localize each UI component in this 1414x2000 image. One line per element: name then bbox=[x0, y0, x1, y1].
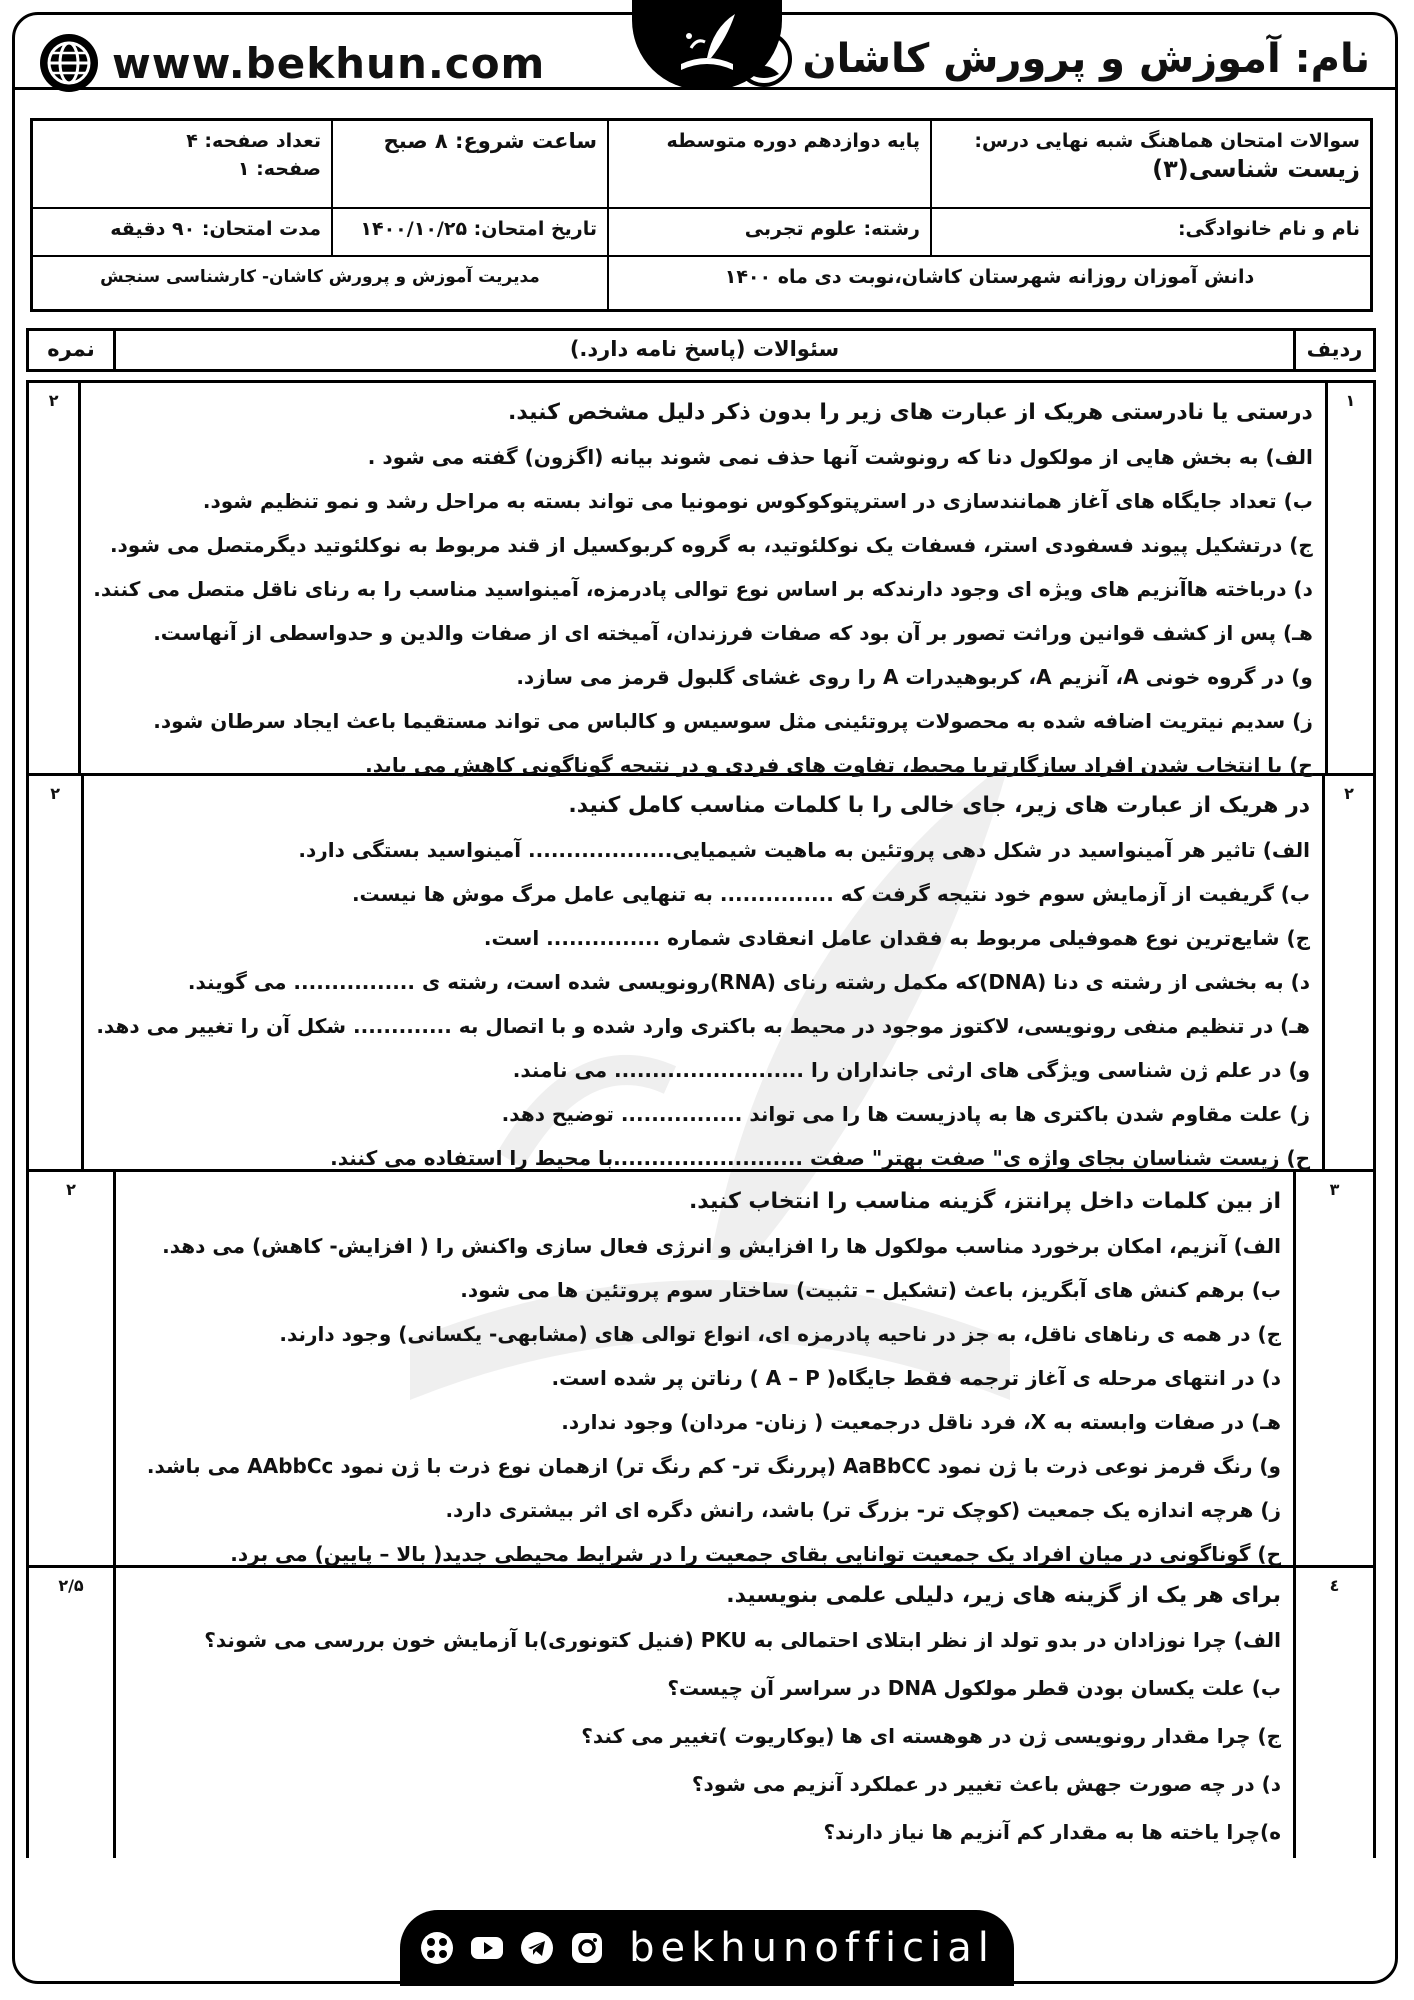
question-line: هـ) در تنظیم منفی رونویسی، لاکتوز موجود در محیط به باکتری وارد شده و با اتصال به ............. شکل آن را تغییر می دهد. bbox=[96, 1014, 1311, 1038]
question-line: ح) گوناگونی در میان افراد یک جمعیت توانایی بقای جمعیت را در شرایط محیطی جدید( بالا – پایین) می برد. bbox=[230, 1542, 1281, 1566]
question-line: برای هر یک از گزینه های زیر، دلیلی علمی بنویسید. bbox=[726, 1583, 1281, 1608]
exam-info-table bbox=[30, 118, 1373, 312]
question-line: و) در گروه خونی A، آنزیم A، کربوهیدرات A را روی غشای گلبول قرمز می سازد. bbox=[516, 665, 1313, 689]
question-line: الف) چرا نوزادان در بدو تولد از نظر ابتلای احتمالی به PKU (فنیل کتونوری)با آزمایش خون بررسی می شوند؟ bbox=[204, 1628, 1281, 1652]
table-header bbox=[26, 328, 1376, 372]
header-questions: سئوالات (پاسخ نامه دارد.) bbox=[113, 331, 1293, 369]
exam-title: سوالات امتحان هماهنگ شبه نهایی درس: bbox=[974, 130, 1360, 152]
question-score: ۲/۵ bbox=[58, 1576, 84, 1595]
website-text: www.bekhun.com bbox=[112, 38, 546, 88]
question-line: درستی یا نادرستی هریک از عبارت های زیر را بدون ذکر دلیل مشخص کنید. bbox=[508, 400, 1313, 425]
name-field: نام و نام خانوادگی: bbox=[930, 209, 1370, 255]
question-number: ٤ bbox=[1293, 1568, 1373, 1858]
question-line: ج) درتشکیل پیوند فسفودی استر، فسفات یک نوکلئوتید، به گروه کربوکسیل از قند مربوط به نوکلئوتید دیگرمتصل می شود. bbox=[109, 533, 1313, 557]
question-number: ۱ bbox=[1325, 383, 1373, 773]
question-row bbox=[26, 776, 1376, 1172]
title-text: نام: آموزش و پرورش کاشان bbox=[802, 36, 1370, 82]
question-line: ج) شایع‌ترین نوع هموفیلی مربوط به فقدان عامل انعقادی شماره ............... است. bbox=[483, 926, 1311, 950]
social-handle: bekhunofficial bbox=[629, 1925, 995, 1971]
question-line: ب) برهم کنش های آبگریز، باعث (تشکیل – تثبیت) ساختار سوم پروتئین ها می شود. bbox=[460, 1278, 1281, 1302]
students-note: دانش آموزان روزانه شهرستان کاشان،نوبت دی ماه ۱۴۰۰ bbox=[607, 257, 1370, 309]
question-line: هـ) در صفات وابسته به X، فرد ناقل درجمعیت ( زنان- مردان) وجود ندارد. bbox=[561, 1410, 1281, 1434]
exam-date: تاریخ امتحان: ۱۴۰۰/۱۰/۲۵ bbox=[331, 209, 607, 255]
start-time: ساعت شروع: ۸ صبح bbox=[331, 121, 607, 207]
question-line: د) در چه صورت جهش باعث تغییر در عملکرد آنزیم می شود؟ bbox=[691, 1772, 1281, 1796]
question-line: ج) در همه ی رناهای ناقل، به جز در ناحیه پادرمزه ای، انواع توالی های (مشابهی- یکسانی) وجود دارند. bbox=[279, 1322, 1281, 1346]
social-footer bbox=[400, 1910, 1014, 1986]
aparat-icon[interactable] bbox=[419, 1930, 455, 1966]
grade: پایه دوازدهم دوره متوسطه bbox=[607, 121, 930, 207]
question-score: ۲ bbox=[50, 784, 61, 803]
question-line: الف) آنزیم، امکان برخورد مناسب مولکول ها را افزایش و انرژی فعال سازی واکنش را ( افزایش- کاهش) می دهد. bbox=[162, 1234, 1281, 1258]
office-name: مدیریت آموزش و پرورش کاشان- کارشناسی سنجش bbox=[100, 267, 540, 287]
question-body bbox=[113, 1568, 1293, 1858]
question-row bbox=[26, 380, 1376, 776]
course-name: زیست شناسی(۳) bbox=[1152, 155, 1360, 183]
page-count: تعداد صفحه: ۴ bbox=[186, 130, 321, 152]
question-line: ح) زیست شناسان بجای واژه ی" صفت بهتر" صفت .........................با محیط را استفاده می کنند. bbox=[330, 1146, 1311, 1170]
question-line: ز) هرچه اندازه یک جمعیت (کوچک تر- بزرگ تر) باشد، رانش دگره ای اثر بیشتری دارد. bbox=[445, 1498, 1281, 1522]
question-line: د) به بخشی از رشته ی دنا (DNA)که مکمل رشته رنای (RNA)رونویسی شده است، رشته ی ................ می گویند. bbox=[187, 970, 1311, 994]
question-body bbox=[113, 1172, 1293, 1565]
question-line: ب) گریفیت از آزمایش سوم خود نتیجه گرفت که ............... به تنهایی عامل مرگ موش ها نیست. bbox=[351, 882, 1311, 906]
question-number: ۲ bbox=[1322, 776, 1373, 1169]
question-score: ۲ bbox=[66, 1180, 76, 1199]
header-score: نمره bbox=[47, 337, 95, 361]
telegram-icon[interactable] bbox=[519, 1930, 555, 1966]
header-row-number: ردیف bbox=[1293, 331, 1373, 369]
question-line: ز) علت مقاوم شدن باکتری ها به پادزیست ها را می تواند ................ توضیح دهد. bbox=[501, 1102, 1311, 1126]
question-line: و) در علم ژن شناسی ویژگی های ارثی جانداران را ......................... می نامند. bbox=[512, 1058, 1311, 1082]
question-line: ز) سدیم نیتریت اضافه شده به محصولات پروتئینی مثل سوسیس و کالباس می تواند مستقیما باعث ایجاد سرطان شود. bbox=[153, 709, 1313, 733]
question-row bbox=[26, 1172, 1376, 1568]
question-line: ب) علت یکسان بودن قطر مولکول DNA در سراسر آن چیست؟ bbox=[667, 1676, 1281, 1700]
question-line: ب) تعداد جایگاه های آغاز همانندسازی در استرپتوکوکوس نومونیا می تواند بسته به مراحل رشد و نمو تنظیم شود. bbox=[202, 489, 1313, 513]
question-body bbox=[78, 383, 1325, 777]
question-number: ۳ bbox=[1293, 1172, 1373, 1565]
question-line: ح) با انتخاب شدن افراد سازگارتربا محیط، تفاوت های فردی و در نتیجه گوناگونی کاهش می یابد. bbox=[365, 753, 1313, 777]
question-line: از بین کلمات داخل پرانتز، گزینه مناسب را انتخاب کنید. bbox=[688, 1189, 1281, 1214]
page-title bbox=[735, 30, 1370, 88]
exam-duration: مدت امتحان: ۹۰ دقیقه bbox=[110, 218, 321, 240]
question-line: د) در انتهای مرحله ی آغاز ترجمه فقط جایگاه( A – P ) رناتن پر شده است. bbox=[551, 1366, 1281, 1390]
field-of-study: رشته: علوم تجربی bbox=[607, 209, 930, 255]
youtube-icon[interactable] bbox=[469, 1930, 505, 1966]
question-line: الف) به بخش هایی از مولکول دنا که رونوشت آنها حذف نمی شوند بیانه (اگزون) گفته می شود . bbox=[367, 445, 1313, 469]
page-number: صفحه: ۱ bbox=[237, 158, 321, 180]
questions-table bbox=[26, 328, 1376, 1858]
website-link[interactable] bbox=[40, 34, 545, 92]
question-line: ه)چرا یاخته ها به مقدار کم آنزیم ها نیاز دارند؟ bbox=[823, 1820, 1281, 1844]
quill-book-icon bbox=[667, 8, 747, 82]
globe-icon bbox=[40, 34, 98, 92]
question-row bbox=[26, 1568, 1376, 1858]
question-score: ۲ bbox=[48, 391, 59, 410]
question-body bbox=[81, 776, 1322, 1169]
question-line: و) رنگ قرمز نوعی ذرت با ژن نمود AaBbCC (پررنگ تر- کم رنگ تر) ازهمان نوع ذرت با ژن نمود AAbbCc می باشد. bbox=[146, 1454, 1281, 1478]
question-line: ج) چرا مقدار رونویسی ژن در هوهسته ای ها (یوکاریوت )تغییر می کند؟ bbox=[581, 1724, 1281, 1748]
question-line: د) درباخته هاآنزیم های ویژه ای وجود دارندکه بر اساس نوع توالی پادرمزه، آمینواسید مناسب را به رنای ناقل متصل می کنند. bbox=[93, 577, 1313, 601]
question-line: در هریک از عبارت های زیر، جای خالی را با کلمات مناسب کامل کنید. bbox=[568, 793, 1311, 818]
question-line: هـ) پس از کشف قوانین وراثت تصور بر آن بود که صفات فرزندان، آمیخته ای از صفات والدین و حدواسطی از آنهاست. bbox=[153, 621, 1313, 645]
instagram-icon[interactable] bbox=[569, 1930, 605, 1966]
question-line: الف) تاثیر هر آمینواسید در شکل دهی پروتئین به ماهیت شیمیایی................... آمینواسید بستگی دارد. bbox=[298, 838, 1311, 862]
